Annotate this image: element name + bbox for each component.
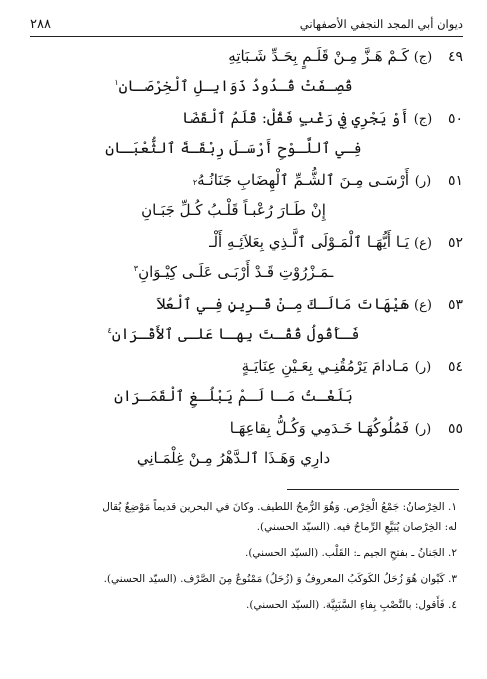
verse-number: ٥١ [447, 173, 463, 189]
hemistich-text: هَيْهَاتَ مَالَـكَ مِـنْ قَـرِينٍ فِـي ٱلْعُلاَ [156, 295, 409, 313]
verse-first-hemistich [24, 228, 463, 256]
verse-second-hemistich [24, 72, 463, 100]
footnote [22, 543, 457, 563]
footnotes [22, 497, 457, 621]
hemistich-text: دارِي وَهَـذَا ٱلـدَّهْرُ مِـنْ غِلْمَـانِي [136, 449, 331, 467]
verse-second-hemistich [24, 444, 463, 472]
footnote [22, 569, 457, 589]
verse-number: ٥٣ [447, 297, 463, 313]
hemistich-text: أَوْ يَجْرِي فِي رَغْبٍ فَقُلْ: قَلَمُ ٱلْقَضَا [181, 109, 409, 127]
verse-second-hemistich [24, 196, 463, 224]
hemistich-text: ـمَـزْرُوْتِ قَـدْ أَرْبَـى عَلَـى كِيْـوَانِ [138, 263, 334, 281]
verse-mark: (ر) [414, 360, 432, 375]
verse-first-hemistich [24, 290, 463, 318]
verse-mark: (ج) [413, 50, 433, 65]
verse-first-hemistich [24, 42, 463, 70]
page-number: ٢٨٨ [30, 16, 51, 32]
verse-second-hemistich [24, 382, 463, 410]
hemistich-text: مَـادامَ يَرْمُقُنِـي بِعَـيْنِ عِنَايَـةٍ [241, 357, 409, 375]
hemistich-text: فَمُلُوكُهَـا خَـدَمِي وَكُـلُّ بِقاعِهَـا [229, 419, 409, 437]
footnote-marker: ٤ [107, 326, 112, 335]
footnote-rule [287, 489, 459, 490]
footnote-continuation: له: الخِرْصان يُبَيَّعِ الرِّماحُ فيه. (السيّد الحسني). [256, 521, 457, 533]
verse-first-hemistich [24, 104, 463, 132]
verse-mark: (ج) [413, 112, 433, 127]
verse-second-hemistich [24, 320, 463, 348]
page-header [30, 13, 463, 35]
footnote-marker: ١ [114, 78, 119, 87]
verse-number: ٥٥ [447, 421, 463, 437]
footnote-text: ٣. كَيْوان هُوَ زُحَلُ الكَوكَبُ المعروفُ وَ (زُحَلُ) مَمْنُوعٌ مِنَ الصَّرْف. (السيّد الحسني). [103, 573, 457, 585]
hemistich-text: فَـأَقُولُ قُقْـتَ بِهـا عَلـى ٱلأَقْـرَانِ [111, 325, 360, 343]
hemistich-text: كَـمْ هَـزَّ مِـنْ قَلَـمٍ بِحَـدِّ شَـبَاتِهِ [228, 47, 409, 65]
verse-first-hemistich [24, 352, 463, 380]
verse-mark: (ع) [414, 298, 432, 313]
running-title: ديوان أبي المجد النجفي الأصفهاني [299, 17, 463, 31]
hemistich-text: فِـي ٱللَّـوْحِ أَرْسَـلَ رِبْقَـةَ ٱلثُّعْبَـانِ [105, 139, 362, 157]
hemistich-text: بَلَغْـتُ مَـا لَـمْ يَبْلُـغِ ٱلْقَمَـرَانِ [114, 387, 353, 405]
hemistich-text: أَرْسَـى مِـنَ ٱلشُّـمِّ ٱلْهِضَابِ جَنَانُـهُ [197, 171, 409, 189]
verse-second-hemistich [24, 258, 463, 286]
verse-mark: (ر) [414, 174, 432, 189]
footnote-text: ٢. الجَنانُ ـ بفتحِ الجيم ـ: القَلْب. (السيّد الحسني). [244, 547, 457, 559]
footnote [22, 497, 457, 537]
verse-mark: (ع) [414, 236, 432, 251]
verse-first-hemistich [24, 414, 463, 442]
verse-second-hemistich [24, 134, 463, 162]
verse-mark: (ر) [414, 422, 432, 437]
footnote-marker: ٣ [133, 264, 139, 273]
footnote-text: ٤. فَأَقول: بالنَّصْبِ بِفاءِ السَّبَبِيَّة. (السيّد الحسني). [246, 599, 457, 611]
hemistich-text: قُصِـفَتْ قُـدُودُ ذَوَابِـلِ ٱلْخِرْصَـانِ [118, 77, 353, 95]
footnote [22, 595, 457, 615]
verse-number: ٥٤ [447, 359, 463, 375]
hemistich-text: إِنْ طَـارَ رُعْبـاً قَلْـبُ كُـلِّ جَبَـانِ [141, 201, 326, 219]
header-rule [30, 36, 463, 37]
footnote-text: ١. الخِرْصانُ: جَمْعُ الْخِرْص. وَهُوَ الرُّمحُ اللطيف. وكانَ في البحرين قديماً مَوْضِعٌ يُقال [102, 501, 457, 513]
verse-number: ٥٠ [447, 111, 463, 127]
verse-number: ٥٢ [447, 235, 463, 251]
verse-first-hemistich: ٥١ (ر) أَرْسَـى مِـنَ ٱلشُّـمِّ ٱلْهِضَابِ جَنَانُـهُ ٢ [24, 166, 463, 194]
hemistich-text: يَـا أَيُّهَـا ٱلْمَـوْلَى ٱلَّـذِي بِعَلاَئِـهِ أَلْـ [209, 233, 409, 251]
verse-number: ٤٩ [447, 49, 463, 65]
